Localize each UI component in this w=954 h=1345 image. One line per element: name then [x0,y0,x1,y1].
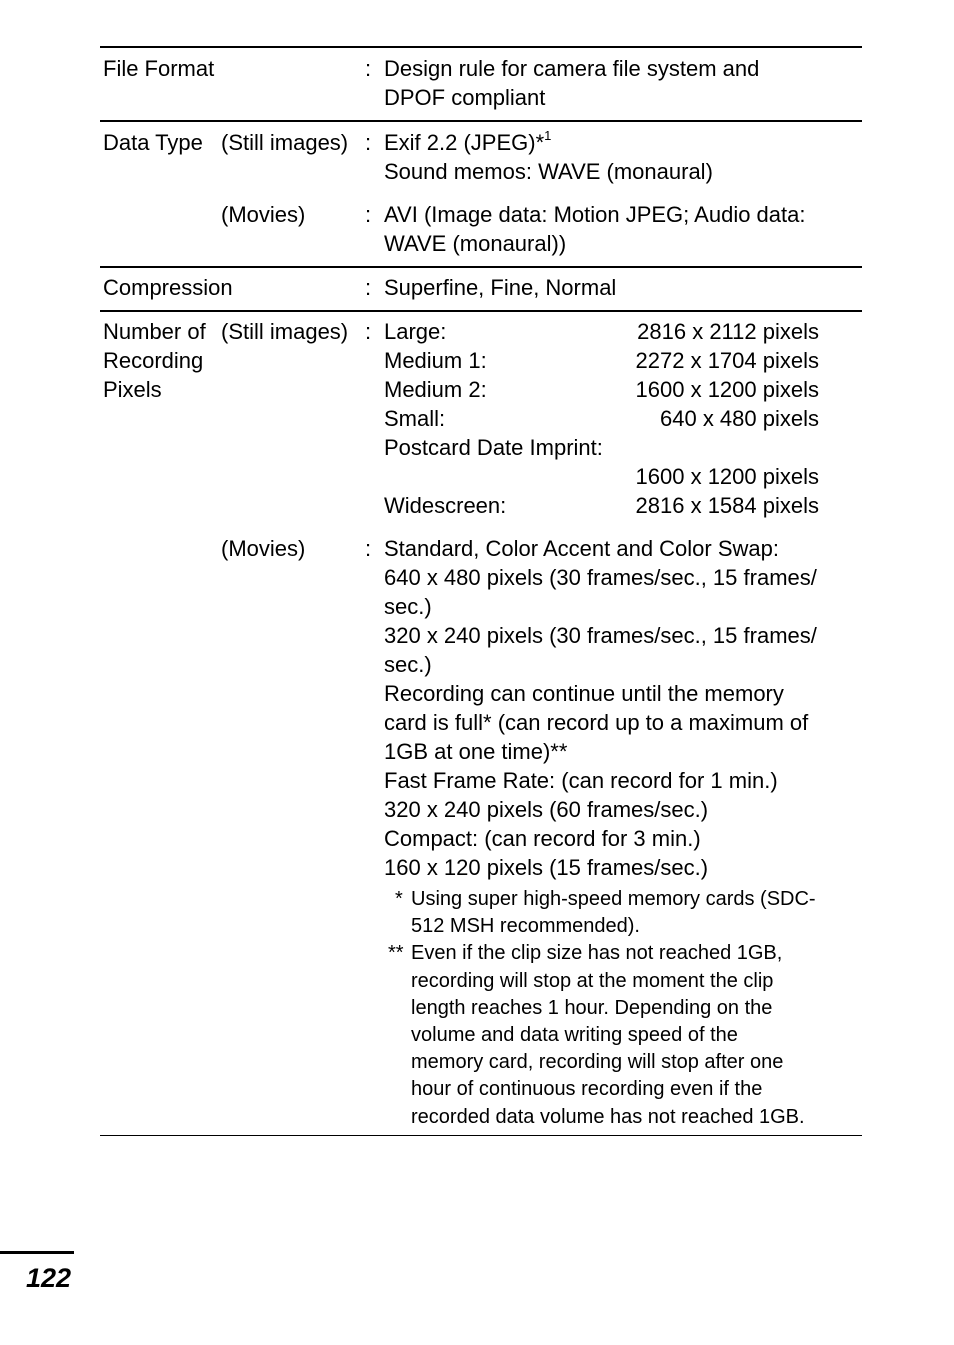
colon: : [365,202,372,227]
resolution-name: Widescreen: [384,493,507,518]
resolution-name: Medium 2: [384,377,487,402]
footnote-line: 512 MSH recommended). [411,915,640,938]
pixels-label-line: Number of [103,319,206,344]
resolution-value: 1600 x 1200 pixels [635,464,819,489]
footnote-marker: ** [388,942,404,965]
resolution-value: 1600 x 1200 pixels [635,377,819,402]
footnote-marker: * [395,888,403,910]
resolution-item [384,433,862,462]
footnotes [388,886,862,1131]
resolution-item [384,462,862,491]
file-format-value-line: Design rule for camera file system and [384,56,760,81]
movie-spec-line: sec.) [384,652,432,677]
pixels-still-row [100,312,862,520]
footnote-line: hour of continuous recording even if the [411,1078,763,1101]
resolution-name: Medium 1: [384,348,487,373]
pixels-label-line: Recording [103,348,204,373]
file-format-label: File Format [103,56,215,81]
data-type-label: Data Type [103,130,203,155]
pixels-label-line: Pixels [103,377,162,402]
movie-spec-line: sec.) [384,594,432,619]
pixels-still-label: (Still images) [221,319,349,344]
movie-spec-line: 1GB at one time)** [384,739,568,764]
movie-spec-line: Recording can continue until the memory [384,681,784,706]
compression-label: Compression [103,275,233,300]
movie-spec-line: Standard, Color Accent and Color Swap: [384,536,780,561]
resolution-item [384,346,862,375]
resolution-name [384,462,619,491]
data-type-movies-value-line: WAVE (monaural)) [384,231,567,256]
footnote [388,940,862,1130]
colon: : [365,536,372,561]
footnote-line: Even if the clip size has not reached 1GB, [411,942,783,965]
data-type-movies-row [100,186,862,266]
footnote-line: recorded data volume has not reached 1GB. [411,1105,805,1128]
movie-spec-line: Compact: (can record for 3 min.) [384,826,701,851]
resolution-item [384,404,862,433]
footnote-marker: 1 [544,127,552,143]
spec-table [100,46,862,1136]
resolution-name: Postcard Date Imprint: [384,435,603,460]
colon: : [365,275,372,300]
compression-row [100,268,862,310]
pixels-label [103,317,206,404]
compression-value: Superfine, Fine, Normal [384,275,617,300]
pixels-movies-row [100,520,862,1135]
data-type-movies-value-line: AVI (Image data: Motion JPEG; Audio data: [384,202,806,227]
movie-spec-line: 320 x 240 pixels (30 frames/sec., 15 frames/ [384,623,817,648]
data-type-sound-value: Sound memos: WAVE (monaural) [384,159,713,184]
movie-spec-line: 160 x 120 pixels (15 frames/sec.) [384,855,709,880]
data-type-still-label: (Still images) [221,130,349,155]
colon: : [365,130,372,155]
page-number: 122 [26,1263,72,1293]
colon: : [365,56,372,81]
page-number-rule [0,1251,74,1254]
resolution-name: Small: [384,406,446,431]
resolution-value: 2816 x 2112 pixels [637,319,819,344]
resolution-item [384,375,862,404]
footnote-line: memory card, recording will stop after one [411,1051,784,1074]
resolution-name: Large: [384,319,447,344]
data-type-still-value-main: Exif 2.2 (JPEG)* [384,130,545,155]
pixels-movies-label: (Movies) [221,536,306,561]
movie-spec-line: 640 x 480 pixels (30 frames/sec., 15 frames/ [384,565,817,590]
resolution-item [384,491,862,520]
colon: : [365,319,372,344]
resolution-value [619,433,819,462]
footnote [388,886,862,940]
footnote-line: Using super high-speed memory cards (SDC- [411,888,816,910]
resolution-item [384,317,862,346]
file-format-row [100,48,862,120]
footnote-line: recording will stop at the moment the clip [411,969,774,992]
footnote-line: length reaches 1 hour. Depending on the [411,996,773,1019]
resolution-value: 2816 x 1584 pixels [635,493,819,518]
data-type-still-value [384,128,862,157]
table-rule [100,1135,862,1136]
data-type-movies-label: (Movies) [221,202,306,227]
movie-spec-line: Fast Frame Rate: (can record for 1 min.) [384,768,778,793]
file-format-value-line: DPOF compliant [384,85,546,110]
resolution-value: 2272 x 1704 pixels [635,348,819,373]
footnote-line: volume and data writing speed of the [411,1024,738,1047]
movie-spec-line: card is full* (can record up to a maximum of [384,710,809,735]
movie-spec-line: 320 x 240 pixels (60 frames/sec.) [384,797,709,822]
resolution-value: 640 x 480 pixels [660,406,819,431]
data-type-still-row [100,122,862,186]
